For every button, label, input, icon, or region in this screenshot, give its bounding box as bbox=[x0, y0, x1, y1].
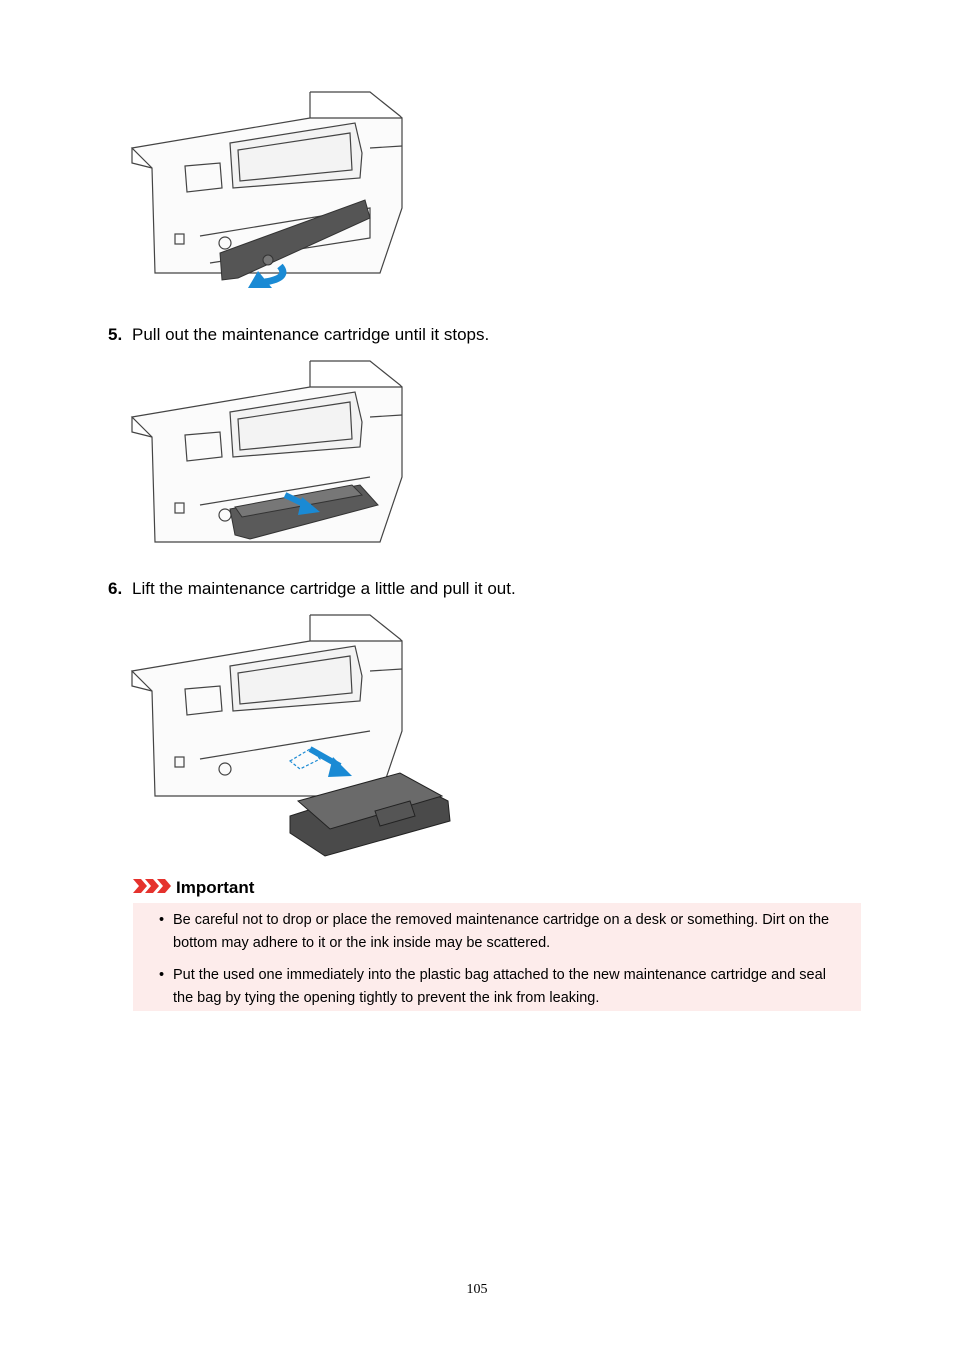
illustration-remove-cartridge bbox=[130, 611, 455, 861]
illustration-remove-cover bbox=[130, 88, 410, 293]
important-bullet bbox=[159, 964, 849, 1010]
important-box bbox=[133, 903, 861, 1011]
step-number: 6. bbox=[108, 579, 123, 598]
important-list bbox=[159, 909, 849, 1010]
illustration-pull-cartridge bbox=[130, 357, 410, 547]
step-text: Pull out the maintenance cartridge until it stops. bbox=[132, 325, 490, 344]
triple-chevron-warning-icon bbox=[133, 879, 171, 898]
bullet-text: Put the used one immediately into the plastic bag attached to the new maintenance cartridge and seal the bag by tying the opening tightly to prevent the ink from leaking. bbox=[173, 967, 826, 1006]
step-text: Lift the maintenance cartridge a little and pull it out. bbox=[132, 579, 516, 598]
bullet-dot: • bbox=[159, 912, 165, 928]
bullet-dot: • bbox=[159, 967, 165, 983]
bullet-text: Be careful not to drop or place the removed maintenance cartridge on a desk or something. Dirt on the bottom may adhere to it or the ink inside may be scattered. bbox=[173, 912, 830, 951]
important-header bbox=[133, 877, 254, 899]
step-5 bbox=[108, 325, 489, 345]
step-number: 5. bbox=[108, 325, 123, 344]
important-title: Important bbox=[176, 878, 255, 897]
step-6 bbox=[108, 579, 516, 599]
page-number: 105 bbox=[466, 1282, 488, 1297]
important-bullet bbox=[159, 909, 849, 955]
